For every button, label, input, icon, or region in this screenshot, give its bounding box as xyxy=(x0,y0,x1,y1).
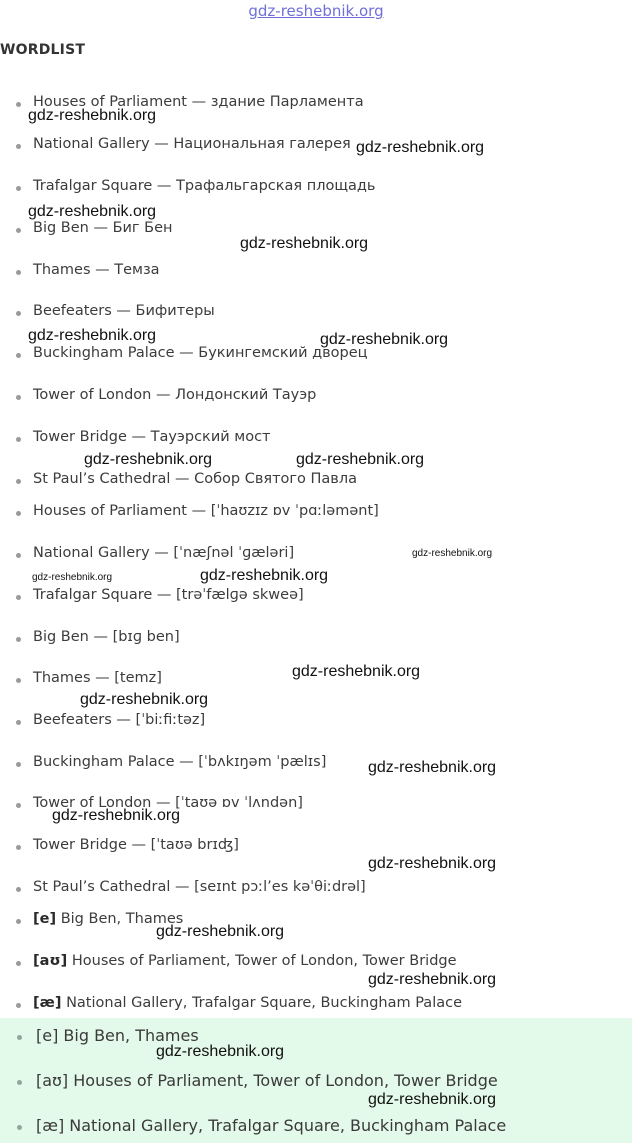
sound-words: Big Ben, Thames xyxy=(60,911,184,927)
sound-label: [aʊ] xyxy=(33,953,68,969)
sound-group-item xyxy=(0,993,632,1017)
sound-label: [æ] xyxy=(33,995,62,1011)
watermark: gdz-reshebnik.org xyxy=(32,572,113,583)
bullet-icon xyxy=(16,845,21,850)
watermark: gdz-reshebnik.org xyxy=(156,923,285,940)
watermark: gdz-reshebnik.org xyxy=(240,235,369,252)
list-item: Buckingham Palace — [ˈbʌkɪŋəm ˈpælɪs] xyxy=(0,752,632,776)
bullet-icon xyxy=(16,395,21,400)
sound-label: [e] xyxy=(33,911,57,927)
bullet-icon xyxy=(16,919,21,924)
list-item: Thames — [temz] xyxy=(0,668,632,692)
watermark: gdz-reshebnik.org xyxy=(368,855,497,872)
bullet-icon xyxy=(16,102,21,107)
bullet-icon xyxy=(16,1003,21,1008)
sound-group-item xyxy=(0,951,632,975)
bullet-icon xyxy=(16,720,21,725)
bullet-icon xyxy=(16,353,21,358)
watermark: gdz-reshebnik.org xyxy=(80,691,209,708)
watermark: gdz-reshebnik.org xyxy=(412,548,493,559)
bullet-icon xyxy=(16,553,21,558)
bullet-icon xyxy=(16,678,21,683)
bullet-icon xyxy=(16,437,21,442)
watermark: gdz-reshebnik.org xyxy=(200,567,329,584)
bullet-icon xyxy=(16,803,21,808)
answer-item: [æ] National Gallery, Trafalgar Square, Buckingham Palace xyxy=(0,1114,632,1140)
bullet-icon xyxy=(16,186,21,191)
watermark: gdz-reshebnik.org xyxy=(84,451,213,468)
watermark: gdz-reshebnik.org xyxy=(292,663,421,680)
list-item: Beefeaters — [ˈbiːfiːtəz] xyxy=(0,710,632,734)
list-item: Buckingham Palace — Букингемский дворец xyxy=(0,343,632,367)
bullet-icon xyxy=(17,1035,22,1040)
answer-item: [aʊ] Houses of Parliament, Tower of London, Tower Bridge xyxy=(0,1069,632,1095)
list-item: Thames — Темза xyxy=(0,260,632,284)
bullet-icon xyxy=(16,887,21,892)
list-item: National Gallery — Национальная галерея xyxy=(0,134,632,158)
bullet-icon xyxy=(16,228,21,233)
list-item: Trafalgar Square — [trəˈfælɡə skweə] xyxy=(0,585,632,609)
sound-group-item xyxy=(0,909,632,933)
list-item: Tower of London — Лондонский Тауэр xyxy=(0,385,632,409)
bullet-icon xyxy=(17,1080,22,1085)
answer-box xyxy=(0,1018,632,1143)
bullet-icon xyxy=(16,270,21,275)
sound-words: National Gallery, Trafalgar Square, Buckingham Palace xyxy=(66,995,462,1011)
bullet-icon xyxy=(16,479,21,484)
watermark: gdz-reshebnik.org xyxy=(368,971,497,988)
watermark: gdz-reshebnik.org xyxy=(356,139,485,156)
list-item: Houses of Parliament — здание Парламента xyxy=(0,92,632,116)
bullet-icon xyxy=(16,311,21,316)
list-item: Tower Bridge — [ˈtaʊə brɪʤ] xyxy=(0,835,632,859)
site-link[interactable]: gdz-reshebnik.org xyxy=(248,2,384,20)
answer-item: [e] Big Ben, Thames xyxy=(0,1024,632,1050)
watermark: gdz-reshebnik.org xyxy=(156,1043,285,1060)
watermark: gdz-reshebnik.org xyxy=(368,1091,497,1108)
list-item: Big Ben — [bɪɡ ben] xyxy=(0,627,632,651)
list-item: Trafalgar Square — Трафальгарская площадь xyxy=(0,176,632,200)
bullet-icon xyxy=(17,1125,22,1130)
watermark: gdz-reshebnik.org xyxy=(320,331,449,348)
watermark: gdz-reshebnik.org xyxy=(28,107,157,124)
watermark: gdz-reshebnik.org xyxy=(28,327,157,344)
bullet-icon xyxy=(16,595,21,600)
bullet-icon xyxy=(16,637,21,642)
bullet-icon xyxy=(16,961,21,966)
bullet-icon xyxy=(16,144,21,149)
list-item: Big Ben — Биг Бен xyxy=(0,218,632,242)
watermark: gdz-reshebnik.org xyxy=(28,203,157,220)
bullet-icon xyxy=(16,762,21,767)
list-item: St Paul’s Cathedral — [seɪnt pɔːl’es kəˈθiːdrəl] xyxy=(0,877,632,901)
watermark: gdz-reshebnik.org xyxy=(52,807,181,824)
watermark: gdz-reshebnik.org xyxy=(368,759,497,776)
sound-words: Houses of Parliament, Tower of London, Tower Bridge xyxy=(71,953,457,969)
list-item: National Gallery — [ˈnæʃnəl ˈɡæləri] xyxy=(0,543,632,567)
list-item: Tower of London — [ˈtaʊə ɒv ˈlʌndən] xyxy=(0,793,632,817)
page-title: WORDLIST xyxy=(0,42,86,58)
list-item: Houses of Parliament — [ˈhaʊzɪz ɒv ˈpɑːləmənt] xyxy=(0,501,632,525)
list-item: St Paul’s Cathedral — Собор Святого Павла xyxy=(0,469,632,493)
list-item: Beefeaters — Бифитеры xyxy=(0,301,632,325)
bullet-icon xyxy=(16,511,21,516)
list-item: Tower Bridge — Тауэрский мост xyxy=(0,427,632,451)
watermark: gdz-reshebnik.org xyxy=(296,451,425,468)
